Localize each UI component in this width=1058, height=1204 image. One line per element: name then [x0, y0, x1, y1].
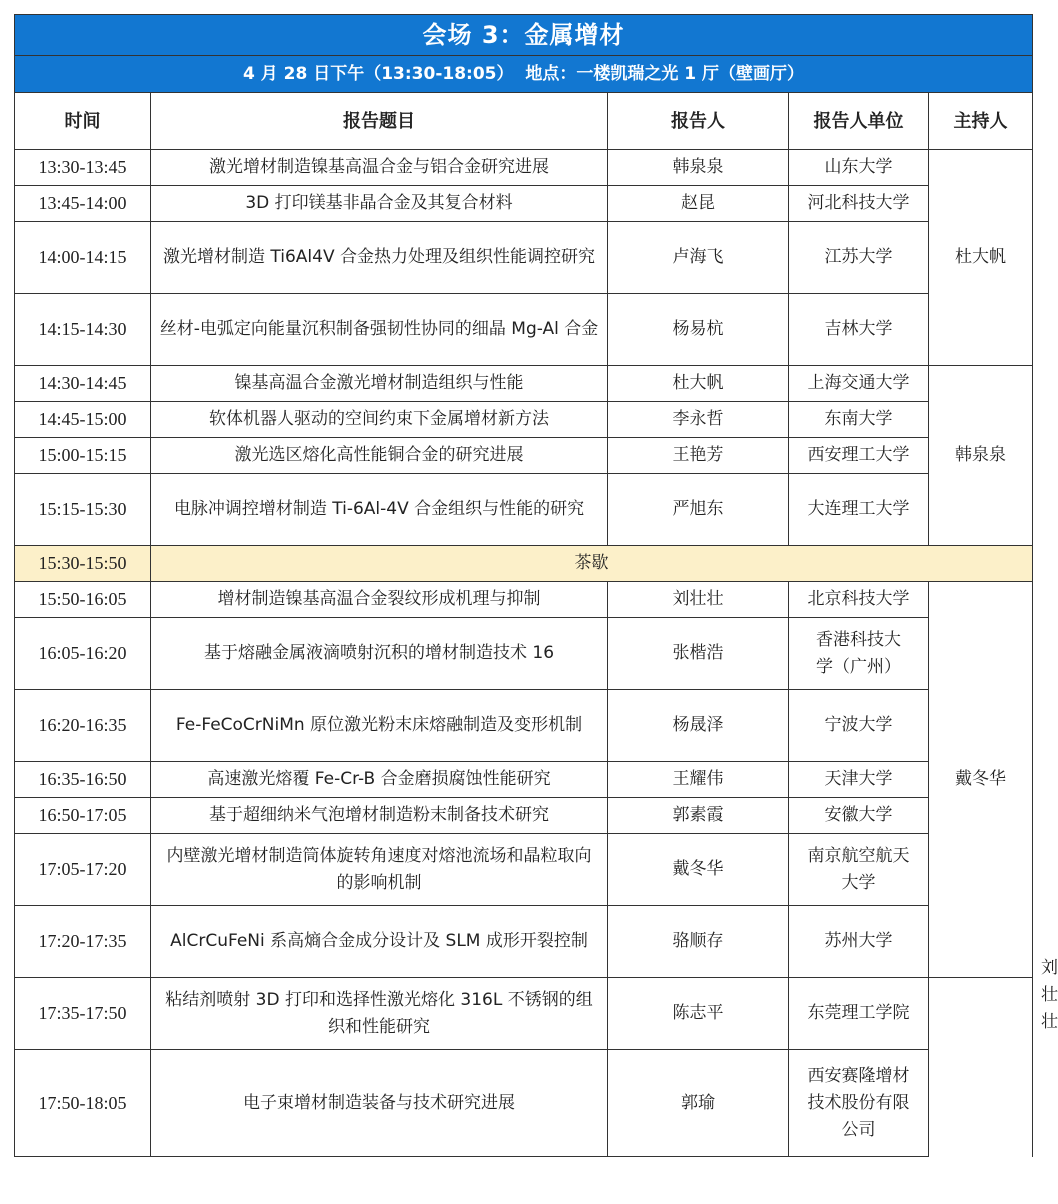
row-affiliation: 北京科技大学	[789, 582, 929, 618]
row-time: 14:30-14:45	[15, 366, 151, 402]
row-topic: 激光选区熔化高性能铜合金的研究进展	[151, 438, 608, 474]
row-affiliation: 天津大学	[789, 762, 929, 798]
row-affiliation: 江苏大学	[789, 222, 929, 294]
table-row	[15, 762, 1033, 798]
col-header-host: 主持人	[929, 93, 1033, 150]
row-affiliation: 上海交通大学	[789, 366, 929, 402]
row-topic: Fe-FeCoCrNiMn 原位激光粉末床熔融制造及变形机制	[151, 690, 608, 762]
row-speaker: 刘壮壮	[608, 582, 789, 618]
row-topic: 电子束增材制造装备与技术研究进展	[151, 1050, 608, 1157]
row-topic: 高速激光熔覆 Fe-Cr-B 合金磨损腐蚀性能研究	[151, 762, 608, 798]
row-topic: AlCrCuFeNi 系高熵合金成分设计及 SLM 成形开裂控制	[151, 906, 608, 978]
row-speaker: 王艳芳	[608, 438, 789, 474]
row-time: 17:35-17:50	[15, 978, 151, 1050]
session-subtitle: 4 月 28 日下午（13:30-18:05） 地点：一楼凯瑞之光 1 厅（壁画厅）	[15, 56, 1033, 93]
col-header-topic: 报告题目	[151, 93, 608, 150]
row-time: 13:45-14:00	[15, 186, 151, 222]
table-row	[15, 186, 1033, 222]
table-row: 17:05-17:20 内壁激光增材制造筒体旋转角速度对熔池流场和晶粒取向的影响机制 戴冬华 南京航空航天大学 刘壮壮	[15, 834, 1033, 906]
row-affiliation: 西安理工大学	[789, 438, 929, 474]
row-speaker: 韩泉泉	[608, 150, 789, 186]
row-time: 17:05-17:20	[15, 834, 151, 906]
row-affiliation: 大连理工大学	[789, 474, 929, 546]
row-affiliation: 安徽大学	[789, 798, 929, 834]
row-affiliation: 东莞理工学院	[789, 978, 929, 1050]
row-topic: 粘结剂喷射 3D 打印和选择性激光熔化 316L 不锈钢的组织和性能研究	[151, 978, 608, 1050]
row-affiliation: 东南大学	[789, 402, 929, 438]
session-subtitle-row	[15, 56, 1033, 93]
row-topic: 镍基高温合金激光增材制造组织与性能	[151, 366, 608, 402]
row-topic: 激光增材制造镍基高温合金与铝合金研究进展	[151, 150, 608, 186]
table-row	[15, 1050, 1033, 1157]
table-row	[15, 582, 1033, 618]
row-time: 15:50-16:05	[15, 582, 151, 618]
row-speaker: 杨晟泽	[608, 690, 789, 762]
table-row	[15, 438, 1033, 474]
table-row	[15, 618, 1033, 690]
table-row	[15, 474, 1033, 546]
row-topic: 软体机器人驱动的空间约束下金属增材新方法	[151, 402, 608, 438]
row-topic: 3D 打印镁基非晶合金及其复合材料	[151, 186, 608, 222]
row-time: 15:15-15:30	[15, 474, 151, 546]
row-affiliation: 香港科技大学（广州）	[789, 618, 929, 690]
row-speaker: 杨易杭	[608, 294, 789, 366]
row-topic: 基于熔融金属液滴喷射沉积的增材制造技术 16	[151, 618, 608, 690]
row-time: 16:20-16:35	[15, 690, 151, 762]
col-header-affiliation: 报告人单位	[789, 93, 929, 150]
session-title-row	[15, 15, 1033, 56]
row-affiliation: 山东大学	[789, 150, 929, 186]
schedule-table	[14, 14, 1058, 1157]
row-affiliation: 南京航空航天大学	[789, 834, 929, 906]
row-host: 杜大帆	[929, 150, 1033, 366]
row-time: 16:35-16:50	[15, 762, 151, 798]
table-row	[15, 798, 1033, 834]
session-title: 会场 3：金属增材	[15, 15, 1033, 56]
col-header-time: 时间	[15, 93, 151, 150]
row-topic: 增材制造镍基高温合金裂纹形成机理与抑制	[151, 582, 608, 618]
row-speaker: 杜大帆	[608, 366, 789, 402]
schedule-wrapper	[14, 14, 1058, 1157]
row-host: 戴冬华	[929, 582, 1033, 978]
row-host: 韩泉泉	[929, 366, 1033, 546]
row-time: 16:05-16:20	[15, 618, 151, 690]
row-speaker: 郭瑜	[608, 1050, 789, 1157]
row-affiliation: 宁波大学	[789, 690, 929, 762]
row-time: 17:50-18:05	[15, 1050, 151, 1157]
table-row	[15, 978, 1033, 1050]
row-affiliation: 河北科技大学	[789, 186, 929, 222]
col-header-speaker: 报告人	[608, 93, 789, 150]
row-topic: 丝材-电弧定向能量沉积制备强韧性协同的细晶 Mg-Al 合金	[151, 294, 608, 366]
row-affiliation: 苏州大学	[789, 906, 929, 978]
row-topic: 激光增材制造 Ti6Al4V 合金热力处理及组织性能调控研究	[151, 222, 608, 294]
table-row	[15, 150, 1033, 186]
table-row	[15, 366, 1033, 402]
row-topic: 内壁激光增材制造筒体旋转角速度对熔池流场和晶粒取向的影响机制	[151, 834, 608, 906]
row-speaker: 陈志平	[608, 978, 789, 1050]
table-row	[15, 222, 1033, 294]
row-time: 16:50-17:05	[15, 798, 151, 834]
row-time: 14:00-14:15	[15, 222, 151, 294]
row-speaker: 严旭东	[608, 474, 789, 546]
row-time: 14:45-15:00	[15, 402, 151, 438]
row-topic: 基于超细纳米气泡增材制造粉末制备技术研究	[151, 798, 608, 834]
table-row	[15, 906, 1033, 978]
row-topic: 电脉冲调控增材制造 Ti-6Al-4V 合金组织与性能的研究	[151, 474, 608, 546]
row-speaker: 王耀伟	[608, 762, 789, 798]
row-speaker: 李永哲	[608, 402, 789, 438]
row-speaker: 戴冬华	[608, 834, 789, 906]
row-time: 14:15-14:30	[15, 294, 151, 366]
row-speaker: 郭素霞	[608, 798, 789, 834]
tea-break-row	[15, 546, 1033, 582]
table-row	[15, 690, 1033, 762]
tea-break-time: 15:30-15:50	[15, 546, 151, 582]
row-speaker: 骆顺存	[608, 906, 789, 978]
row-speaker: 赵昆	[608, 186, 789, 222]
row-speaker: 张楷浩	[608, 618, 789, 690]
row-affiliation: 西安赛隆增材技术股份有限公司	[789, 1050, 929, 1157]
tea-break-label: 茶歇	[151, 546, 1033, 582]
table-row	[15, 294, 1033, 366]
row-time: 15:00-15:15	[15, 438, 151, 474]
column-header-row	[15, 93, 1033, 150]
row-time: 17:20-17:35	[15, 906, 151, 978]
row-time: 13:30-13:45	[15, 150, 151, 186]
table-row	[15, 402, 1033, 438]
row-speaker: 卢海飞	[608, 222, 789, 294]
row-affiliation: 吉林大学	[789, 294, 929, 366]
